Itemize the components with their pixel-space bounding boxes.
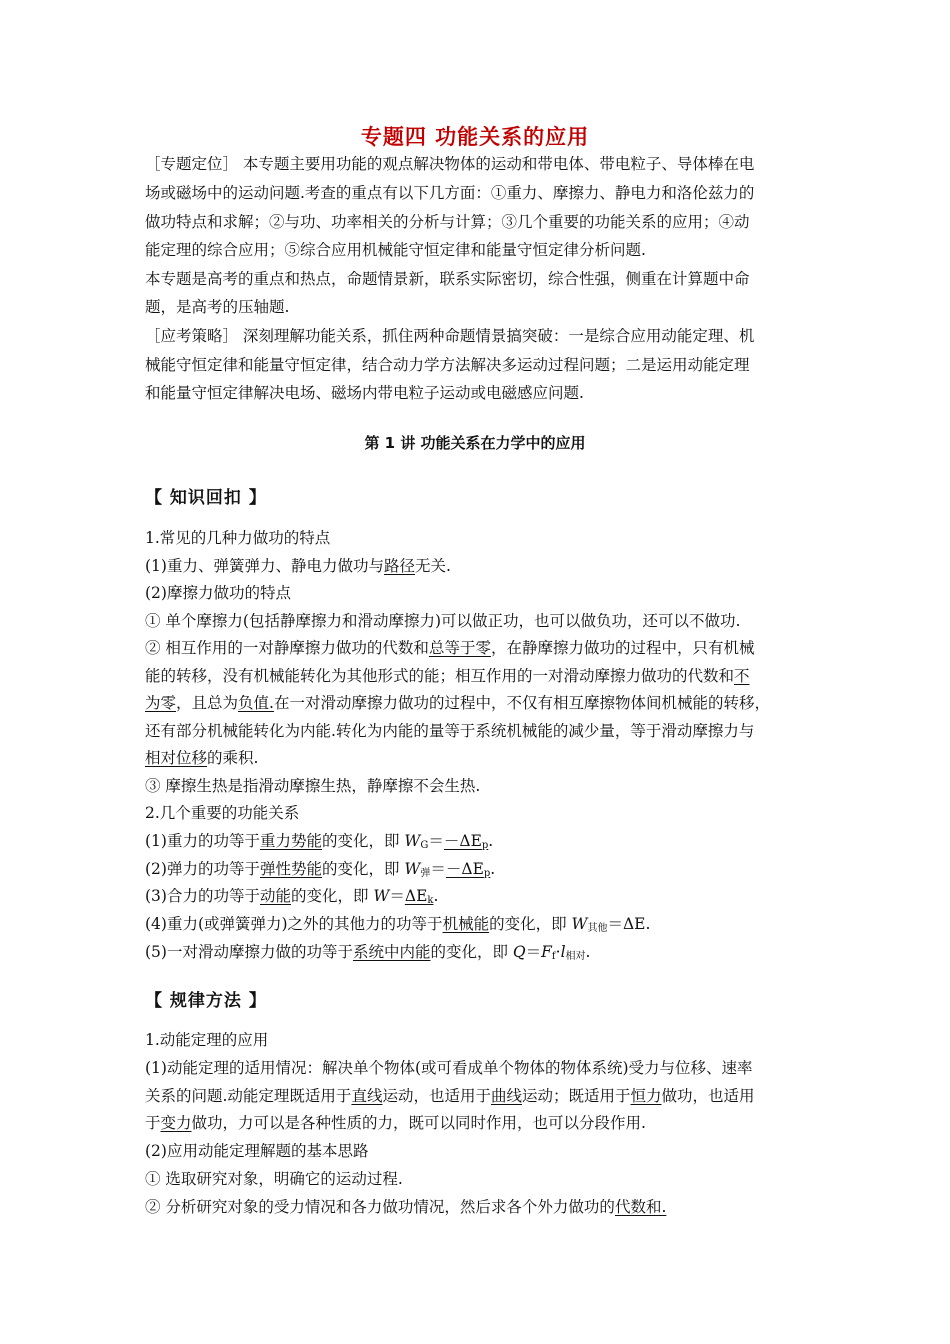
text: 关系的问题.动能定理既适用于 <box>145 1087 352 1105</box>
text: 的变化，即 <box>489 915 572 933</box>
formula: $W_弹=-\Delta E_p$. <box>404 860 496 879</box>
paragraph-line <box>145 1109 825 1137</box>
paragraph-line: (2)应用动能定理解题的基本思路 <box>145 1142 369 1160</box>
intro-line: 做功特点和求解；②与功、功率相关的分析与计算；③几个重要的功能关系的应用；④动 <box>145 213 750 231</box>
paragraph-line <box>145 662 825 690</box>
intro-line: ［专题定位］ 本专题主要用功能的观点解决物体的运动和带电体、带电粒子、导体棒在电 <box>145 155 755 173</box>
underlined-answer: 机械能 <box>442 915 490 933</box>
intro-line: 械能守恒定律和能量守恒定律，结合动力学方法解决多运动过程问题；二是运用动能定理 <box>145 356 750 374</box>
underlined-answer: 弹性势能 <box>259 860 322 878</box>
paragraph-line: ① 单个摩擦力(包括静摩擦力和滑动摩擦力)可以做正功，也可以做负功，还可以不做功. <box>145 612 741 630</box>
intro-line: 能定理的综合应用；⑤综合应用机械能守恒定律和能量守恒定律分析问题. <box>145 241 646 259</box>
formula: $W_G=-\Delta E_p$. <box>404 832 494 851</box>
section-heading-knowledge: 【 知识回扣 】 <box>145 488 267 508</box>
paragraph-line <box>145 1082 825 1110</box>
intro-line: ［应考策略］ 深刻理解功能关系，抓住两种命题情景搞突破：一是综合应用动能定理、机 <box>145 327 755 345</box>
paragraph-line: (2)摩擦力做功的特点 <box>145 584 291 602</box>
underlined-answer: 动能 <box>259 887 291 905</box>
underlined-answer: 相对位移 <box>145 749 208 767</box>
text: 的变化，即 <box>430 943 513 961</box>
underlined-answer: 系统中内能 <box>352 943 431 961</box>
text: 的变化，即 <box>321 860 405 878</box>
formula: $W=\Delta E_k$. <box>373 887 439 906</box>
underlined-answer: 曲线 <box>490 1087 522 1105</box>
paragraph-line: 还有部分机械能转化为内能.转化为内能的量等于系统机械能的减少量，等于滑动摩擦力与 <box>145 722 755 740</box>
intro-line: 题，是高考的压轴题. <box>145 298 290 316</box>
paragraph-line: (1)动能定理的适用情况：解决单个物体(或可看成单个物体的物体系统)受力与位移、速率 <box>145 1059 753 1077</box>
text: (4)重力(或弹簧弹力)之外的其他力的功等于 <box>145 915 443 933</box>
text: 做功，力可以是各种性质的力，既可以同时作用，也可以分段作用. <box>191 1114 646 1132</box>
document-title: 专题四 功能关系的应用 <box>360 125 590 149</box>
underlined-answer: 不 <box>734 667 750 685</box>
text: 运动；既适用于 <box>521 1087 631 1105</box>
paragraph-line <box>145 938 825 971</box>
paragraph-line <box>145 1193 825 1221</box>
section-heading-methods: 【 规律方法 】 <box>145 991 267 1011</box>
text: 的乘积. <box>207 749 259 767</box>
paragraph-line: 1.动能定理的应用 <box>145 1031 269 1049</box>
underlined-answer: 重力势能 <box>259 832 322 850</box>
text: ，在静摩擦力做功的过程中，只有机械 <box>490 639 755 657</box>
intro-line: 本专题是高考的重点和热点，命题情景新，联系实际密切，综合性强，侧重在计算题中命 <box>145 270 750 288</box>
formula: $W_{其他}=\Delta E$. <box>571 915 651 934</box>
text: (1)重力、弹簧弹力、静电力做功与 <box>145 557 384 575</box>
lecture-title: 第 1 讲 功能关系在力学中的应用 <box>364 434 586 452</box>
text: ，且总为 <box>176 694 239 712</box>
underlined-answer: 变力 <box>160 1114 192 1132</box>
underlined-answer: 为零 <box>145 694 177 712</box>
underlined-answer: 直线 <box>351 1087 383 1105</box>
paragraph-line: 1.常见的几种力做功的特点 <box>145 529 331 547</box>
text: (3)合力的功等于 <box>145 887 260 905</box>
text: 于 <box>145 1114 161 1132</box>
text: 无关. <box>414 557 451 575</box>
text: (1)重力的功等于 <box>145 832 260 850</box>
underlined-answer: 路径 <box>383 557 415 575</box>
text: 运动，也适用于 <box>382 1087 491 1105</box>
text: ② 分析研究对象的受力情况和各力做功情况，然后求各个外力做功的 <box>145 1198 615 1216</box>
text: 能的转移，没有机械能转化为其他形式的能；相互作用的一对滑动摩擦力做功的代数和 <box>145 667 735 685</box>
formula: $Q=F_f\cdot l_{相对}$. <box>512 943 591 962</box>
paragraph-line: ③ 摩擦生热是指滑动摩擦生热，静摩擦不会生热. <box>145 777 481 795</box>
text: ② 相互作用的一对静摩擦力做功的代数和 <box>145 639 429 657</box>
text: 做功，也适用 <box>661 1087 755 1105</box>
paragraph-line <box>145 744 825 772</box>
intro-line: 和能量守恒定律解决电场、磁场内带电粒子运动或电磁感应问题. <box>145 384 584 402</box>
paragraph-line: ① 选取研究对象，明确它的运动过程. <box>145 1170 403 1188</box>
intro-line: 场或磁场中的运动问题.考查的重点有以下几方面：①重力、摩擦力、静电力和洛伦兹力的 <box>145 184 755 202</box>
text: (2)弹力的功等于 <box>145 860 260 878</box>
text: 的变化，即 <box>321 832 405 850</box>
underlined-answer: 恒力 <box>630 1087 662 1105</box>
paragraph-line: 2.几个重要的功能关系 <box>145 804 300 822</box>
paragraph-line <box>145 634 825 662</box>
underlined-answer: 总等于零 <box>428 639 491 657</box>
underlined-answer: 代数和. <box>614 1198 667 1216</box>
underlined-answer: 负值. <box>238 694 274 712</box>
text: (5)一对滑动摩擦力做的功等于 <box>145 943 353 961</box>
paragraph-line <box>145 689 825 717</box>
paragraph-line <box>145 552 825 580</box>
text: 的变化，即 <box>290 887 374 905</box>
text: 在一对滑动摩擦力做功的过程中，不仅有相互摩擦物体间机械能的转移， <box>273 694 770 712</box>
